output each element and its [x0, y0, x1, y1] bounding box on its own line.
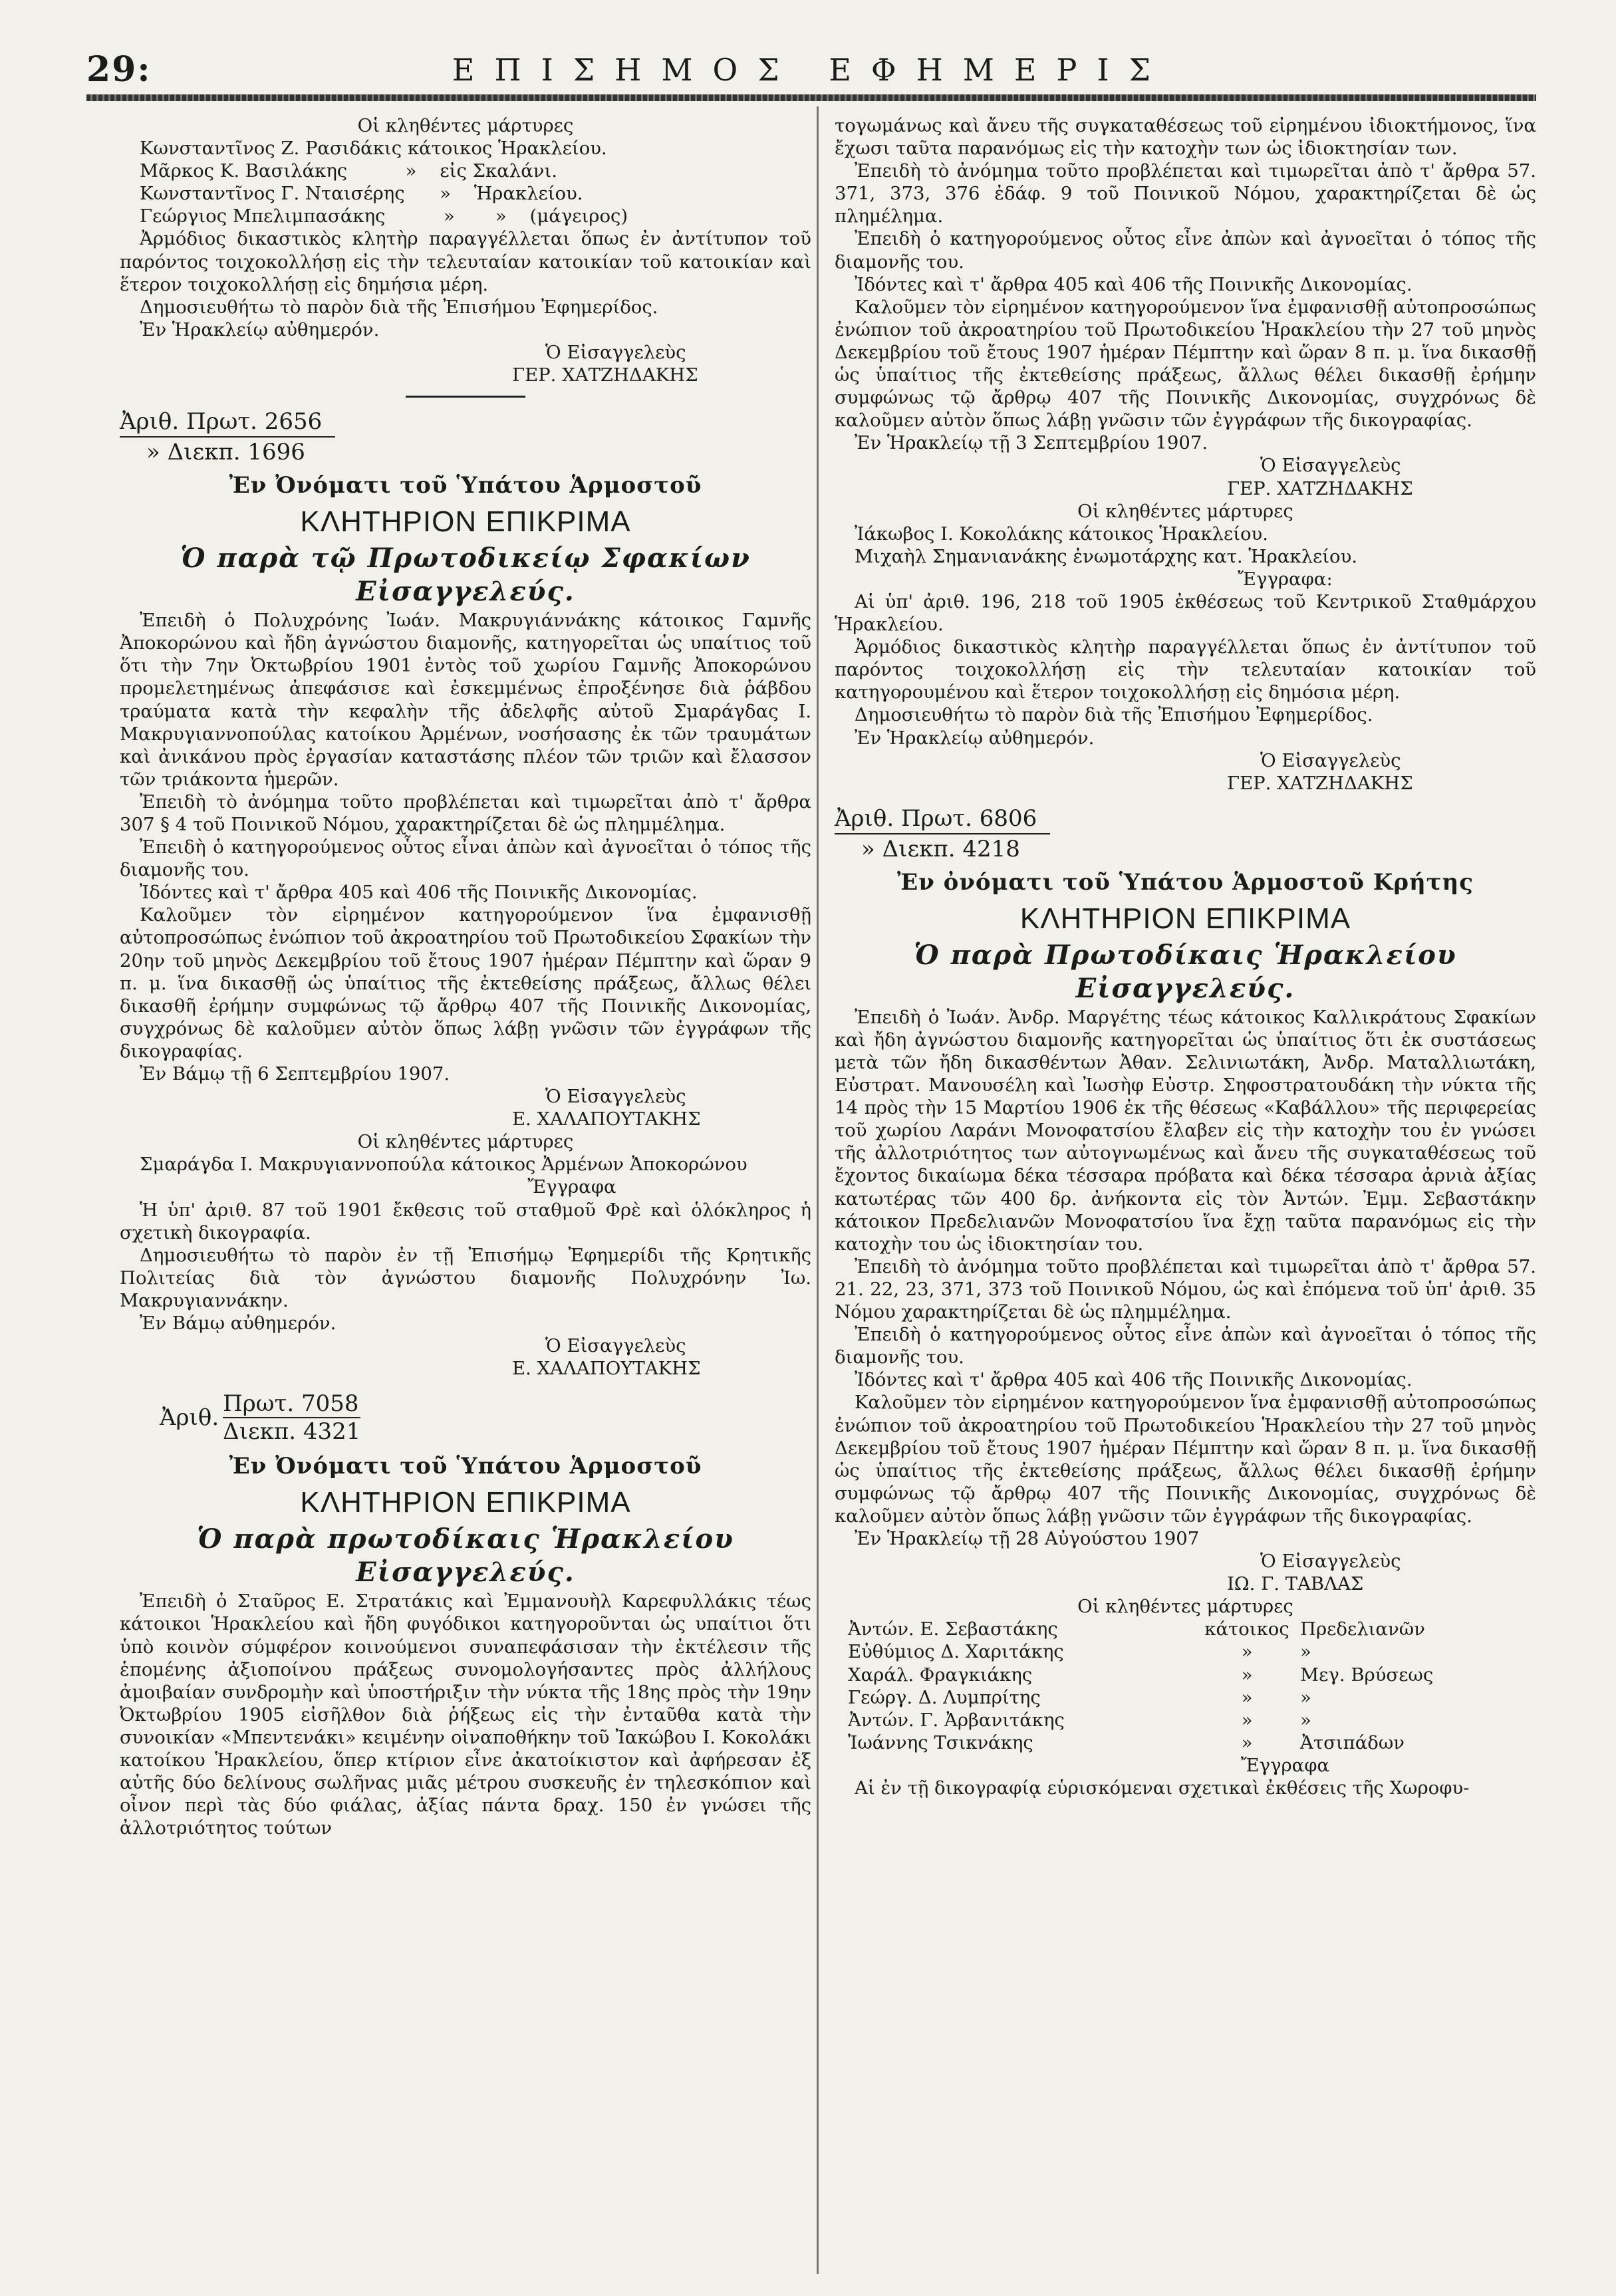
paragraph: Ἐν Ἡρακλείῳ αὐθημερόν.: [855, 727, 1095, 749]
ref-protocol: Πρωτ. 7058: [223, 1390, 360, 1418]
documents-title: Ἔγγραφα:: [1238, 568, 1333, 590]
signer-title: Ὁ Εἰσαγγελεὺς: [545, 341, 686, 363]
column-divider: [817, 106, 819, 2274]
paragraph: Αἱ ὑπ' ἀριθ. 196, 218 τοῦ 1905 ἐκθέσεως τοῦ Κεντρικοῦ Σταθμάρχου Ἡρακλείου.: [835, 590, 1536, 636]
witness-qualifier: »: [1241, 1641, 1253, 1663]
paragraph: Ἐπειδὴ ὁ κατηγορούμενος οὗτος εἶνε ἀπὼν καὶ ἀγνοεῖται ὁ τόπος τῆς διαμονῆς του.: [835, 228, 1536, 273]
signer-title: Ὁ Εἰσαγγελεὺς: [1260, 1551, 1401, 1573]
heading-name-of: Ἐν ὀνόματι τοῦ Ὑπάτου Ἁρμοστοῦ Κρήτης: [897, 868, 1474, 896]
paragraph: Ἐπειδὴ τὸ ἀνόμημα τοῦτο προβλέπεται καὶ τιμωρεῖται ἀπὸ τ' ἄρθρα 57. 371, 373, 376 ἐδάφ. 9 τοῦ Ποινικοῦ Νόμου, χαρακτηρίζεται δὲ ὡς πλημέλημα.: [835, 160, 1536, 227]
header-rule: [86, 94, 1536, 101]
witness-qualifier: »: [1241, 1731, 1253, 1753]
signer-title: Ὁ Εἰσαγγελεὺς: [1260, 749, 1401, 771]
witness-name: Εὐθύμιος Δ. Χαριτάκης: [848, 1641, 1064, 1663]
heading-prosecutor: Εἰσαγγελεύς.: [356, 1557, 575, 1589]
paragraph: Καλοῦμεν τὸν εἰρημένον κατηγορούμενον ἵνα ἐμφανισθῇ αὐτοπροσώπως ἐνώπιον τοῦ ἀκροατηρίου τοῦ Πρωτοδικείου Ἡρακλείου τὴν 27 τοῦ μηνὸς Δεκεμβρίου τοῦ ἔτους 1907 ἡμέραν Πέμπτην καὶ ὥραν 8 π. μ. ἵνα δικασθῇ ὡς ὑπαίτιος τῆς ἐκτεθείσης πράξεως, ἄλλως θέλει δικασθῇ ἐρήμην συμφώνως τῷ ἄρθρῳ 407 τῆς Ποινικῆς Δικονομίας, συγχρόνως δὲ καλοῦμεν αὐτὸν ὅπως λάβῃ γνῶσιν τῶν ἐγγράφων τῆς δικογραφίας.: [835, 296, 1536, 432]
witness-place: Μεγ. Βρύσεως: [1300, 1664, 1434, 1686]
heading-summons: ΚΛΗΤΗΡΙΟΝ ΕΠΙΚΡΙΜΑ: [1019, 902, 1351, 935]
paragraph: Ἐπειδὴ ὁ Πολυχρόνης Ἰωάν. Μακρυγιάννάκης κάτοικος Γαμνῆς Ἀποκορώνου καὶ ἤδη ἀγνώστου διαμονῆς, κατηγορεῖται ὡς υπαίτιος τοῦ ὅτι τὴν 7ην Ὀκτωβρίου 1901 ἐντὸς τοῦ χωρίου Γαμνῆς Ἀποκορώνου προμελετημένως ἀπεφάσισε καὶ ἐσκεμμένως ἐπροξένησε διὰ ῥάβδου τραύματα κατὰ τὴν κεφαλὴν τῆς ἀδελφῆς αὐτοῦ Σμαράγδας Ι. Μακρυγιαννοπούλας κατοίκου Ἀρμένων, νοσήσασης ἐκ τῶν τραυμάτων καὶ ἀνικάνου πρὸς ἐργασίαν καταστάσης πλέον τῶν τριῶν καὶ ἔλασσον τῶν τριάκοντα ἡμερῶν.: [120, 610, 811, 790]
signer-title: Ὁ Εἰσαγγελεὺς: [545, 1335, 686, 1357]
paragraph: Ἐν Βάμῳ αὐθημερόν.: [140, 1313, 337, 1335]
ref-dispatch: » Διεκπ. 1696: [146, 439, 305, 466]
witness-name: Ἰωάννης Τσικνάκης: [848, 1731, 1033, 1753]
paragraph: Καλοῦμεν τὸν εἰρημένον κατηγορούμενον ἵνα ἐμφανισθῇ αὐτοπροσώπως ἐνώπιον τοῦ ἀκροατηρίου τοῦ Πρωτοδικείου Σφακίων τὴν 20ην τοῦ μηνὸς Δεκεμβρίου τοῦ ἔτους 1907 ἡμέραν Πέμπτην καὶ ὥραν 9 π. μ. ἵνα δικασθῇ ὡς ὑπαίτιος τῆς ἐκτεθείσης πράξεως, ἄλλως θέλει δικασθῆ ἐρήμην συμφώνως τῷ ἄρθρῳ 407 τῆς Ποινικῆς Δικονομίας, συγχρόνως δὲ καλοῦμεν αὐτὸν ὅπως λάβῃ γνῶσιν τῶν ἐγγράφων τῆς δικογραφίας.: [120, 904, 811, 1062]
reference-number: [120, 407, 811, 467]
signer-title: Ὁ Εἰσαγγελεὺς: [545, 1086, 686, 1108]
ref-dispatch: » Διεκπ. 4218: [861, 835, 1020, 862]
witness-line: Κωνσταντῖνος Ζ. Ρασιδάκις κάτοικος Ἡρακλείου.: [140, 138, 607, 160]
witness-qualifier: »: [1241, 1686, 1253, 1708]
table-row: [835, 1731, 1536, 1754]
witnesses-title: Οἱ κληθέντες μάρτυρες: [357, 1131, 574, 1153]
table-row: [835, 1640, 1536, 1663]
witness-line: Ἰάκωβος Ι. Κοκολάκης κάτοικος Ἡρακλείου.: [855, 523, 1268, 545]
paragraph: Ἐπειδὴ ὁ κατηγορούμενος οὗτος εἶναι ἀπὼν καὶ ἀγνοεῖται ὁ τόπος τῆς διαμονῆς του.: [120, 836, 811, 881]
paragraph: Δημοσιευθήτω τὸ παρὸν ἐν τῇ Ἐπισήμῳ Ἐφημερίδι τῆς Κρητικῆς Πολιτείας διὰ τὸν ἀγνώστου διαμονῆς Πολυχρόνην Ἰω. Μακρυγιαννάκην.: [120, 1244, 811, 1311]
witness-qualifier: »: [1241, 1709, 1253, 1731]
paragraph: Ἰδόντες καὶ τ' ἄρθρα 405 καὶ 406 τῆς Ποινικῆς Δικονομίας.: [855, 273, 1413, 295]
heading-court: Ὁ παρὰ τῷ Πρωτοδικείῳ Σφακίων: [180, 543, 751, 574]
witness-line: Γεώργιος Μπελιμπασάκης » » (μάγειρος): [140, 205, 628, 227]
witness-line: Σμαράγδα Ι. Μακρυγιαννοπούλα κάτοικος Ἀρμένων Ἀποκορώνου: [140, 1154, 747, 1176]
paragraph: Ἐπειδὴ ὁ Ἰωάν. Ἀνδρ. Μαργέτης τέως κάτοικος Καλλικράτους Σφακίων καὶ ἤδη ἀγνώστου διαμονῆς κατηγορεῖται ὡς ὑπαίτιος ὅτι ἐκ συστάσεως μετὰ τῶν ἤδη δικασθέντων Ἀθαν. Σελινιωτάκη, Ἀνδρ. Ματαλλιωτάκη, Εὐστρατ. Μανουσέλη καὶ Ἰωσὴφ Εὐστρ. Σηφοστρατουδάκη τὴν νύκτα τῆς 14 πρὸς τὴν 15 Μαρτίου 1906 ἐκ τῆς θέσεως «Καβάλλου» τῆς περιφερείας τοῦ χωρίου Λαράνι Μονοφατσίου ἔλαβεν εἰς τὴν κατοχὴν του ἐν γνώσει τῆς ἀλλοτριότητος των αὐτογνωμένως καὶ ἄνευ τῆς συγκαταθέσεως τοῦ ἔχοντος δικαίωμα δέκα τέσσαρα πρόβατα καὶ δέκα τέσσαρα ἀρνιὰ ἀξίας κατωτέρας τῶν 400 δρ. ἀνήκοντα εἰς τὸν Ἀντών. Ἐμμ. Σεβαστάκην κάτοικον Πρεδελιανῶν Μονοφατσίου ἵνα ἔχῃ ταῦτα παρανόμως εἰς τὴν κατοχὴν του ὡς ἰδιοκτησίαν του.: [835, 1006, 1536, 1255]
signer-name: Ε. ΧΑΛΑΠΟΥΤΑΚΗΣ: [512, 1108, 701, 1130]
heading-summons: ΚΛΗΤΗΡΙΟΝ ΕΠΙΚΡΙΜΑ: [300, 505, 631, 539]
paragraph: Ἀρμόδιος δικαστικὸς κλητὴρ παραγγέλλεται ὅπως ἐν ἀντίτυπον τοῦ παρόντος τοιχοκολλήσῃ εἰς τὴν τελευταίαν κατοικίαν τοῦ κατοικίαν καὶ ἕτερον τοιχοκολλήσῃ εἰς δημήσια μέρη.: [120, 228, 811, 295]
heading-prosecutor: Εἰσαγγελεύς.: [356, 576, 575, 608]
witness-line: Κωνσταντῖνος Γ. Νταισέρης » Ἡρακλείου.: [140, 183, 583, 205]
table-row: [835, 1618, 1536, 1640]
paragraph: Ἐν Ἡρακλείῳ τῇ 3 Σεπτεμβρίου 1907.: [855, 432, 1208, 454]
heading-summons: ΚΛΗΤΗΡΙΟΝ ΕΠΙΚΡΙΜΑ: [300, 1486, 631, 1519]
witness-place: »: [1300, 1686, 1311, 1708]
witness-place: »: [1300, 1709, 1311, 1731]
documents-title: Ἔγγραφα: [527, 1176, 616, 1198]
paragraph: Αἱ ἐν τῇ δικογραφίᾳ εὑρισκόμεναι σχετικαὶ ἐκθέσεις τῆς Χωροφυ-: [855, 1777, 1470, 1799]
paragraph: Ἐπειδὴ ὁ κατηγορούμενος οὗτος εἶνε ἀπὼν καὶ ἀγνοεῖται ὁ τόπος τῆς διαμονῆς του.: [835, 1324, 1536, 1368]
witness-qualifier: »: [1241, 1664, 1253, 1686]
witness-name: Γεώργ. Δ. Λυμπρίτης: [848, 1686, 1041, 1708]
witness-place: Ἀτσιπάδων: [1300, 1731, 1405, 1753]
paragraph: Καλοῦμεν τὸν εἰρημένον κατηγορούμενον ἵνα ἐμφανισθῇ αὐτοπροσώπως ἐνώπιον τοῦ ἀκροατηρίου τοῦ Πρωτοδικείου Ἡρακλείου τὴν 27 τοῦ μηνὸς Δεκεμβρίου τοῦ ἔτους 1907 ἡμέραν Πέμπτην καὶ ὥραν 8 π. μ. ἵνα δικασθῇ ὡς ὑπαίτιος τῆς ἐκτεθείσης πράξεως, ἄλλως θέλει δικασθῇ ἐρήμην συμφώνως τῷ ἄρθρῳ 407 τῆς Ποινικῆς Δικονομίας, συγχρόνως δὲ καλοῦμεν αὐτὸν ὅπως λάβῃ γνῶσιν τῶν ἐγγράφων τῆς δικογραφίας.: [835, 1392, 1536, 1527]
paragraph: Ἰδόντες καὶ τ' ἄρθρα 405 καὶ 406 τῆς Ποινικῆς Δικονομίας.: [855, 1369, 1413, 1391]
paragraph: Ἐπειδὴ τὸ ἀνόμημα τοῦτο προβλέπεται καὶ τιμωρεῖται ἀπὸ τ' ἄρθρα 307 § 4 τοῦ Ποινικοῦ Νόμου, χαρακτηρίζεται δὲ ὡς πλημμέλημα.: [120, 791, 811, 835]
heading-court: Ὁ παρὰ Πρωτοδίκαις Ἡρακλείου: [914, 939, 1457, 971]
witness-line: Μᾶρκος Κ. Βασιλάκης » εἰς Σκαλάνι.: [140, 160, 558, 182]
witness-qualifier: κάτοικος: [1204, 1618, 1289, 1640]
signer-name: ΓΕΡ. ΧΑΤΖΗΔΑΚΗΣ: [512, 364, 698, 386]
witness-place: »: [1300, 1641, 1311, 1663]
paragraph: Ἡ ὑπ' ἀριθ. 87 τοῦ 1901 ἔκθεσις τοῦ σταθμοῦ Φρὲ καὶ ὁλόκληρος ἡ σχετικὴ δικογραφία.: [120, 1199, 811, 1243]
heading-name-of: Ἐν Ὀνόματι τοῦ Ὑπάτου Ἁρμοστοῦ: [229, 1453, 702, 1480]
reference-number: [160, 1390, 811, 1445]
page-header: [86, 41, 1536, 94]
witness-line: Μιχαὴλ Σημανιανάκης ἐνωμοτάρχης κατ. Ἡρακλείου.: [855, 545, 1358, 567]
page-number: 29:: [86, 49, 152, 90]
documents-title: Ἔγγραφα: [1240, 1754, 1330, 1776]
ref-protocol: Ἀριθ. Πρωτ. 6806: [835, 804, 1050, 834]
paragraph: Ἐπειδὴ ὁ Σταῦρος Ε. Στρατάκις καὶ Ἐμμανουὴλ Καρεφυλλάκις τέως κάτοικοι Ἡρακλείου καὶ ἤδη φυγόδικοι κατηγοροῦνται ὡς υπαίτιοι ὅτι ὑπὸ κοινὸν σύμφέρον κοινούμενοι συναπεφάσισαν τὴν ἐκτέλεσιν τῆς ἑπομένης ἀξιοποίνου πράξεως συνομολογήσαντες πρὸς ἀλλήλους ἀμοιβαίαν συνδρομὴν καὶ ὑποστήριξιν τὴν νύκτα τῆς 18ης πρὸς τὴν 19ην Ὀκτωβρίου 1905 εἰσῆλθον διὰ ῥήξεως εἰς τὴν ἐνταῦθα κατὰ τὴν συνοικίαν «Μπεντενάκι» κειμένην οἰναποθήκην τοῦ Ἰακώβου Ι. Κοκολάκι κατοίκου Ἡρακλείου, ὅπερ κτίριον εἶνε ἀκατοίκιστον καὶ ἀφήρεσαν ἐξ αὐτῆς δύο δελίνους σωλῆνας μιᾶς μέτρου συσκευῆς ἐν τηλεσκόπιον καὶ οἶνον περὶ τὰς δύο φιάλας, ἀξίας πάντα δραχ. 150 ἐν γνώσει τῆς ἀλλοτριότητος τούτων: [120, 1591, 811, 1839]
running-title: ΕΠΙΣΗΜΟΣ ΕΦΗΜΕΡΙΣ: [452, 52, 1171, 88]
paragraph: Ἐν Ἡρακλείῳ αὐθημερόν.: [140, 319, 380, 340]
ref-protocol: Ἀριθ. Πρωτ. 2656: [120, 407, 335, 438]
signer-name: ΙΩ. Γ. ΤΑΒΛΑΣ: [1227, 1573, 1364, 1595]
table-row: [835, 1709, 1536, 1731]
witnesses-title: Οἱ κληθέντες μάρτυρες: [1077, 500, 1293, 522]
signer-title: Ὁ Εἰσαγγελεὺς: [1260, 455, 1401, 477]
left-column: [120, 114, 811, 1839]
heading-name-of: Ἐν Ὀνόματι τοῦ Ὑπάτου Ἁρμοστοῦ: [229, 472, 702, 499]
heading-prosecutor: Εἰσαγγελεύς.: [1075, 972, 1295, 1004]
paragraph: Ἐν Ἡρακλείῳ τῇ 28 Αὐγούστου 1907: [855, 1527, 1200, 1549]
ref-label: Ἀριθ.: [160, 1404, 219, 1432]
paragraph: Ἐπειδὴ τὸ ἀνόμημα τοῦτο προβλέπεται καὶ τιμωρεῖται ἀπὸ τ' ἄρθρα 57. 21. 22, 23, 371, 373 τοῦ Ποινικοῦ Νόμου, ὡς καὶ ἐπόμενα τοῦ ὑπ' ἀριθ. 35 Νόμου χαρακτηρίζεται δὲ ὡς πλημμέλημα.: [835, 1255, 1536, 1323]
heading-court: Ὁ παρὰ πρωτοδίκαις Ἡρακλείου: [197, 1523, 734, 1555]
table-row: [835, 1664, 1536, 1686]
witnesses-title: Οἱ κληθέντες μάρτυρες: [357, 115, 574, 136]
witness-name: Ἀντών. Ε. Σεβαστάκης: [848, 1618, 1058, 1640]
paragraph: Ἀρμόδιος δικαστικὸς κλητὴρ παραγγέλλεται ὅπως ἐν ἀντίτυπον τοῦ παρόντος τοιχοκολλήσῃ εἰς τὴν τελευταίαν κατοικίαν τοῦ κατηγορουμένου καὶ ἕτερον τοιχοκολλήσῃ εἰς δημόσια μέρη.: [835, 636, 1536, 703]
ref-dispatch: Διεκπ. 4321: [223, 1418, 361, 1446]
paragraph: Ἐν Βάμῳ τῇ 6 Σεπτεμβρίου 1907.: [140, 1063, 450, 1084]
witness-table: [835, 1618, 1536, 1754]
reference-number: [835, 804, 1536, 864]
witness-name: Ἀντών. Γ. Ἀρβανιτάκης: [848, 1709, 1065, 1731]
paragraph: Ἰδόντες καὶ τ' ἄρθρα 405 καὶ 406 τῆς Ποινικῆς Δικονομίας.: [140, 882, 698, 904]
witness-place: Πρεδελιανῶν: [1300, 1618, 1425, 1640]
paragraph: Δημοσιευθήτω τὸ παρὸν διὰ τῆς Ἐπισήμου Ἐφημερίδος.: [140, 296, 658, 318]
witness-name: Χαράλ. Φραγκιάκης: [848, 1664, 1033, 1686]
signer-name: ΓΕΡ. ΧΑΤΖΗΔΑΚΗΣ: [1227, 477, 1413, 499]
witnesses-title: Οἱ κληθέντες μάρτυρες: [1077, 1596, 1293, 1618]
table-row: [835, 1686, 1536, 1709]
signer-name: Ε. ΧΑΛΑΠΟΥΤΑΚΗΣ: [512, 1358, 701, 1380]
paragraph: Δημοσιευθήτω τὸ παρὸν διὰ τῆς Ἐπισήμου Ἐφημερίδος.: [855, 704, 1373, 726]
paragraph: τογωμάνως καὶ ἄνευ τῆς συγκαταθέσεως τοῦ εἰρημένου ἰδιοκτήμονος, ἵνα ἔχωσι ταῦτα παρανόμως εἰς τὴν κατοχὴν των ὡς ἰδιοκτησίαν των.: [835, 115, 1536, 160]
section-separator: [406, 396, 525, 398]
right-column: [835, 114, 1536, 1799]
signer-name: ΓΕΡ. ΧΑΤΖΗΔΑΚΗΣ: [1227, 772, 1413, 794]
